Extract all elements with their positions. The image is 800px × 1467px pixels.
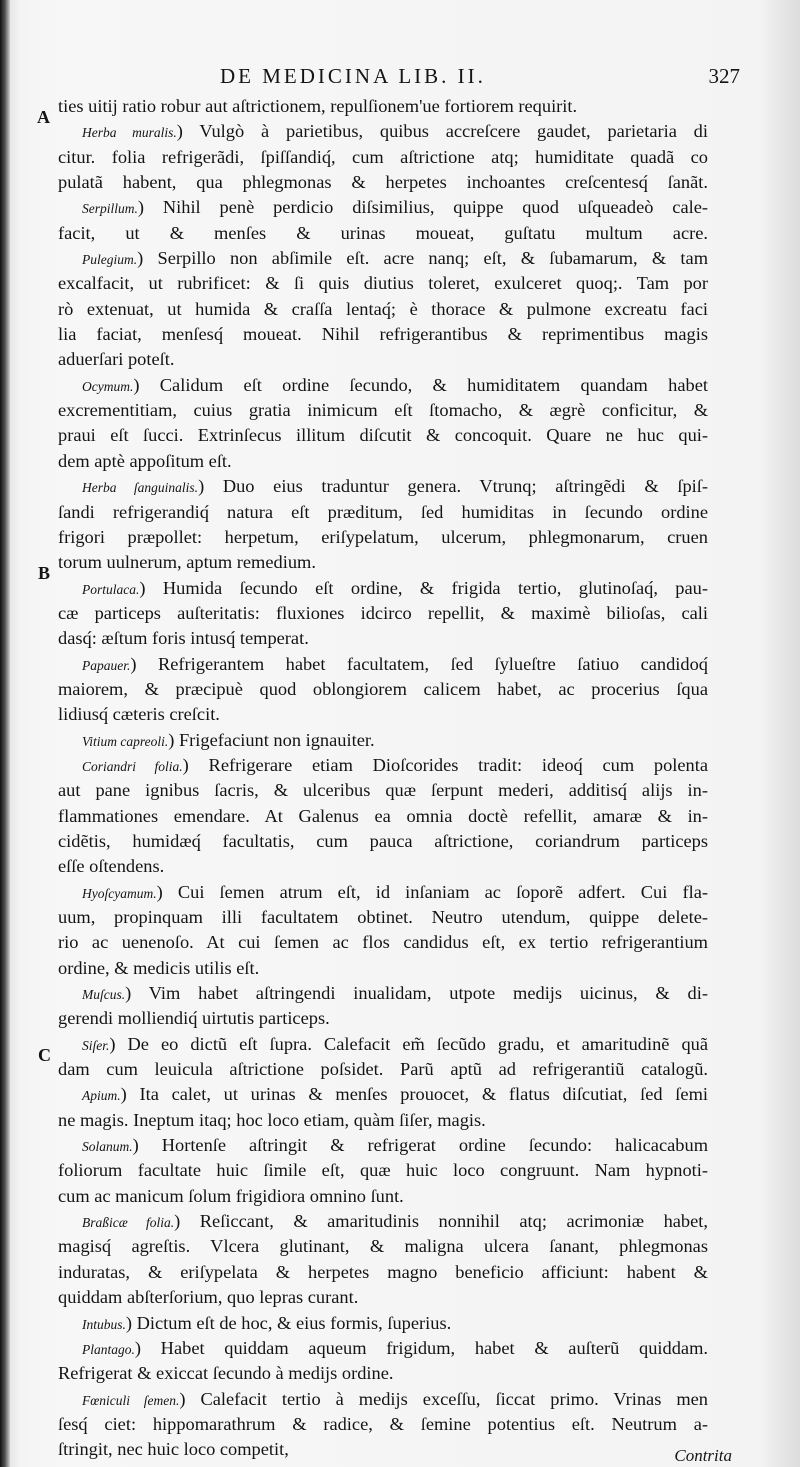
text-line [58,626,708,651]
line-text: magisq́ agreſtis. Vlcera glutinant, & maligna ulcera ſanant, phlegmonas [58,1236,708,1257]
line-text: Refrigerat & exiccat ſecundo à medijs ordine. [58,1363,394,1384]
catchword: Contrita [674,1446,732,1465]
text-line [58,1234,708,1259]
line-text: ) Refrigerare etiam Dioſcorides tradit: ideoq́ cum polenta [182,754,709,775]
line-text: gerendi molliendiq́ uirtutis particeps. [58,1008,330,1029]
line-text: ) Reſiccant, & amaritudinis nonnihil atq; acrimoniæ habet, [174,1211,708,1232]
margin-marker-c: C [38,1045,51,1065]
line-text: cæ particeps auſteritatis: fluxiones idcirco repellit, & maximè bilioſas, cali [58,602,708,623]
line-text: ordine, & medicis utilis eſt. [58,957,260,978]
entry-heading: Hyoſcyamum. [82,885,157,901]
text-line [58,576,708,601]
entry-heading: Intubus. [82,1316,126,1332]
line-text: ) Humida ſecundo eſt ordine, & frigida tertio, glutinoſaq́, pau- [139,577,708,598]
line-text: excalfacit, ut rubrificet: & ſi quis diutius toleret, exulceret quoq;. Tam por [58,273,708,294]
line-text: ſandi refrigerandiq́ natura eſt præditum, ſed humiditas in ſecundo ordine [58,501,708,522]
text-line [58,1184,708,1209]
entry-heading: Papauer. [82,657,131,673]
text-line [58,854,708,879]
text-line [58,1209,708,1234]
body-text [58,94,708,1463]
entry-heading: Herba ſanguinalis. [82,480,199,496]
text-line [58,1412,708,1437]
line-text: aut pane ignibus ſacris, & ulceribus quæ ſerpunt mederi, additisq́ alijs in- [58,780,708,801]
text-line [58,94,708,119]
text-line [58,525,708,550]
line-text: ſesq́ ciet: hippomarathrum & radice, & ſemine potentius eſt. Neutrum a- [58,1413,708,1434]
line-text: citur. folia refrigerãdi, ſpiſſandiq́, cum aſtrictione atq; humiditate quadã co [58,146,708,167]
text-line [58,1057,708,1082]
entry-heading: Coriandri folia. [82,758,183,774]
entry-heading: Muſcus. [82,987,126,1003]
entry-heading: Braßicæ folia. [82,1215,175,1231]
text-line [58,119,708,144]
text-line [58,753,708,778]
line-text: lidiusq́ cæteris creſcit. [58,704,220,725]
entry-heading: Vitium capreoli. [82,733,169,749]
text-line [58,221,708,246]
text-line [58,601,708,626]
page-header [220,64,740,94]
line-text: ) Nihil penè perdicio diſsimilius, quippe quod uſqueadeò cale- [137,197,708,218]
line-text: rio ac uenenoſo. At cui ſemen ac flos candidus eſt, ex tertio refrigerantium [58,932,708,953]
text-line [58,652,708,677]
line-text: aduerſari poteſt. [58,349,175,370]
line-text: ) Ita calet, ut urinas & menſes prouocet, & flatus diſcutiat, ſed ſemi [120,1084,708,1105]
text-line [58,1108,708,1133]
line-text: ſtringit, nec huic loco competit, [58,1439,289,1460]
line-text: ) Calefacit tertio à medijs exceſſu, ſiccat primo. Vrinas men [179,1388,708,1409]
entry-heading: Solanum. [82,1139,133,1155]
text-line [58,246,708,271]
text-line [58,398,708,423]
line-text: maiorem, & præcipuè quod oblongiorem calicem habet, ac procerius ſqua [58,678,708,699]
page-gutter-shadow [0,0,10,1467]
text-line [58,1260,708,1285]
line-text: ) Hortenſe aſtringit & refrigerat ordine ſecundo: halicacabum [132,1135,708,1156]
text-line [58,347,708,372]
line-text: pulatã habent, qua phlegmonas & herpetes inchoantes creſcentesq́ ſanãt. [58,172,708,193]
text-line [58,804,708,829]
text-line [58,195,708,220]
line-text: ) Habet quiddam aqueum frigidum, habet & auſterũ quiddam. [134,1337,708,1358]
line-text: ) Dictum eſt de hoc, & eius formis, ſuperius. [125,1312,452,1333]
line-text: facit, ut & menſes & urinas moueat, guſtatu multum acre. [58,222,708,243]
text-line [58,1006,708,1031]
text-line [58,449,708,474]
entry-heading: Ocymum. [82,378,134,394]
text-line [58,728,708,753]
line-text: excrementitiam, cuius gratia inimicum eſt ſtomacho, & ægrè conficitur, & [58,400,708,421]
line-text: ) Calidum eſt ordine ſecundo, & humiditatem quandam habet [133,374,708,395]
text-line [58,905,708,930]
running-title: DE MEDICINA LIB. II. [220,64,486,88]
line-text: ) Refrigerantem habet facultatem, ſed ſylueſtre ſatiuo candidoq́ [130,653,708,674]
line-text: ) Frigefaciunt non ignauiter. [168,729,375,750]
line-text: frigori præpollet: herpetum, eriſypelatum, ulcerum, phlegmonarum, cruen [58,526,708,547]
line-text: ) Vulgò à parietibus, quibus accreſcere gaudet, parietaria di [176,121,708,142]
text-line [58,1158,708,1183]
text-line [58,1133,708,1158]
text-line [58,297,708,322]
line-text: induratas, & eriſypelata & herpetes magno beneficio afficiunt: habent & [58,1261,708,1282]
line-text: dem aptè appoſitum eſt. [58,450,232,471]
entry-heading: Herba muralis. [82,125,177,141]
text-line [58,702,708,727]
line-text: dam cum leuicula aſtrictione poſsidet. Parũ aptũ ad refrigerantiũ catalogũ. [58,1059,708,1080]
line-text: ne magis. Ineptum itaq; hoc loco etiam, quàm ſiſer, magis. [58,1109,486,1130]
entry-heading: Siſer. [82,1037,110,1053]
text-line [58,271,708,296]
line-text: torum uulnerum, aptum remedium. [58,552,316,573]
text-line [58,778,708,803]
line-text: ) Vim habet aſtringendi inualidam, utpote medijs uicinus, & di- [125,983,708,1004]
line-text: foliorum facultate huic ſimile eſt, quæ huic loco congruunt. Nam hypnoti- [58,1160,708,1181]
entry-heading: Serpillum. [82,201,138,217]
text-line [58,474,708,499]
text-line [58,550,708,575]
line-text: ) De eo dictũ eſt ſupra. Calefacit em̃ ſecũdo gradu, et amaritudinẽ quã [109,1033,708,1054]
line-text: ties uitij ratio robur aut aſtrictionem, repulſionem'ue fortiorem requirit. [58,96,578,116]
entry-heading: Pulegium. [82,252,138,268]
text-line [58,880,708,905]
line-text: lia faciat, menſesq́ moueat. Nihil refrigerantibus & reprimentibus magis [58,324,708,345]
entry-heading: Plantago. [82,1341,135,1357]
text-line [58,322,708,347]
line-text: ) Cui ſemen atrum eſt, id inſaniam ac ſoporẽ adfert. Cui fla- [156,881,708,902]
text-line [58,1361,708,1386]
line-text: eſſe oſtendens. [58,856,165,877]
line-text: rò extenuat, ut humida & craſſa lentaq́; è thorace & pulmone excreatu faci [58,298,708,319]
line-text: cidẽtis, humidæq́ facultatis, cum pauca aſtrictione, coriandrum particeps [58,830,708,851]
entry-heading: Portulaca. [82,581,140,597]
text-line [58,1311,708,1336]
line-text: flammationes emendare. At Galenus ea omnia doctè refellit, amaræ & in- [58,805,708,826]
text-line [58,1387,708,1412]
text-line [58,1336,708,1361]
entry-heading: Apium. [82,1088,121,1104]
entry-heading: Fœniculi ſemen. [82,1392,180,1408]
line-text: cum ac manicum ſolum frigidiora omnino ſunt. [58,1185,404,1206]
text-line [58,677,708,702]
text-line [58,1082,708,1107]
text-line [58,423,708,448]
text-line [58,930,708,955]
text-line [58,1032,708,1057]
text-line [58,170,708,195]
text-line [58,1437,708,1462]
margin-marker-a: A [37,107,50,127]
margin-marker-b: B [38,563,51,583]
line-text: ) Serpillo non abſimile eſt. acre nanq; eſt, & ſubamarum, & tam [137,248,708,269]
line-text: praui eſt ſucci. Extrinſecus illitum diſcutit & concoquit. Quare ne huc qui- [58,425,708,446]
line-text: dasq́: æſtum foris intusq́ temperat. [58,628,309,649]
text-line [58,956,708,981]
line-text: quiddam abſterſorium, quo lepras curant. [58,1287,359,1308]
text-line [58,829,708,854]
text-line [58,373,708,398]
page-number: 327 [708,64,740,88]
line-text: ) Duo eius traduntur genera. Vtrunq; aſtringẽdi & ſpiſ- [198,476,708,497]
text-line [58,145,708,170]
text-line [58,981,708,1006]
text-line [58,1285,708,1310]
text-line [58,500,708,525]
line-text: uum, propinquam illi facultatem obtinet. Neutro utendum, quippe delete- [58,907,708,927]
